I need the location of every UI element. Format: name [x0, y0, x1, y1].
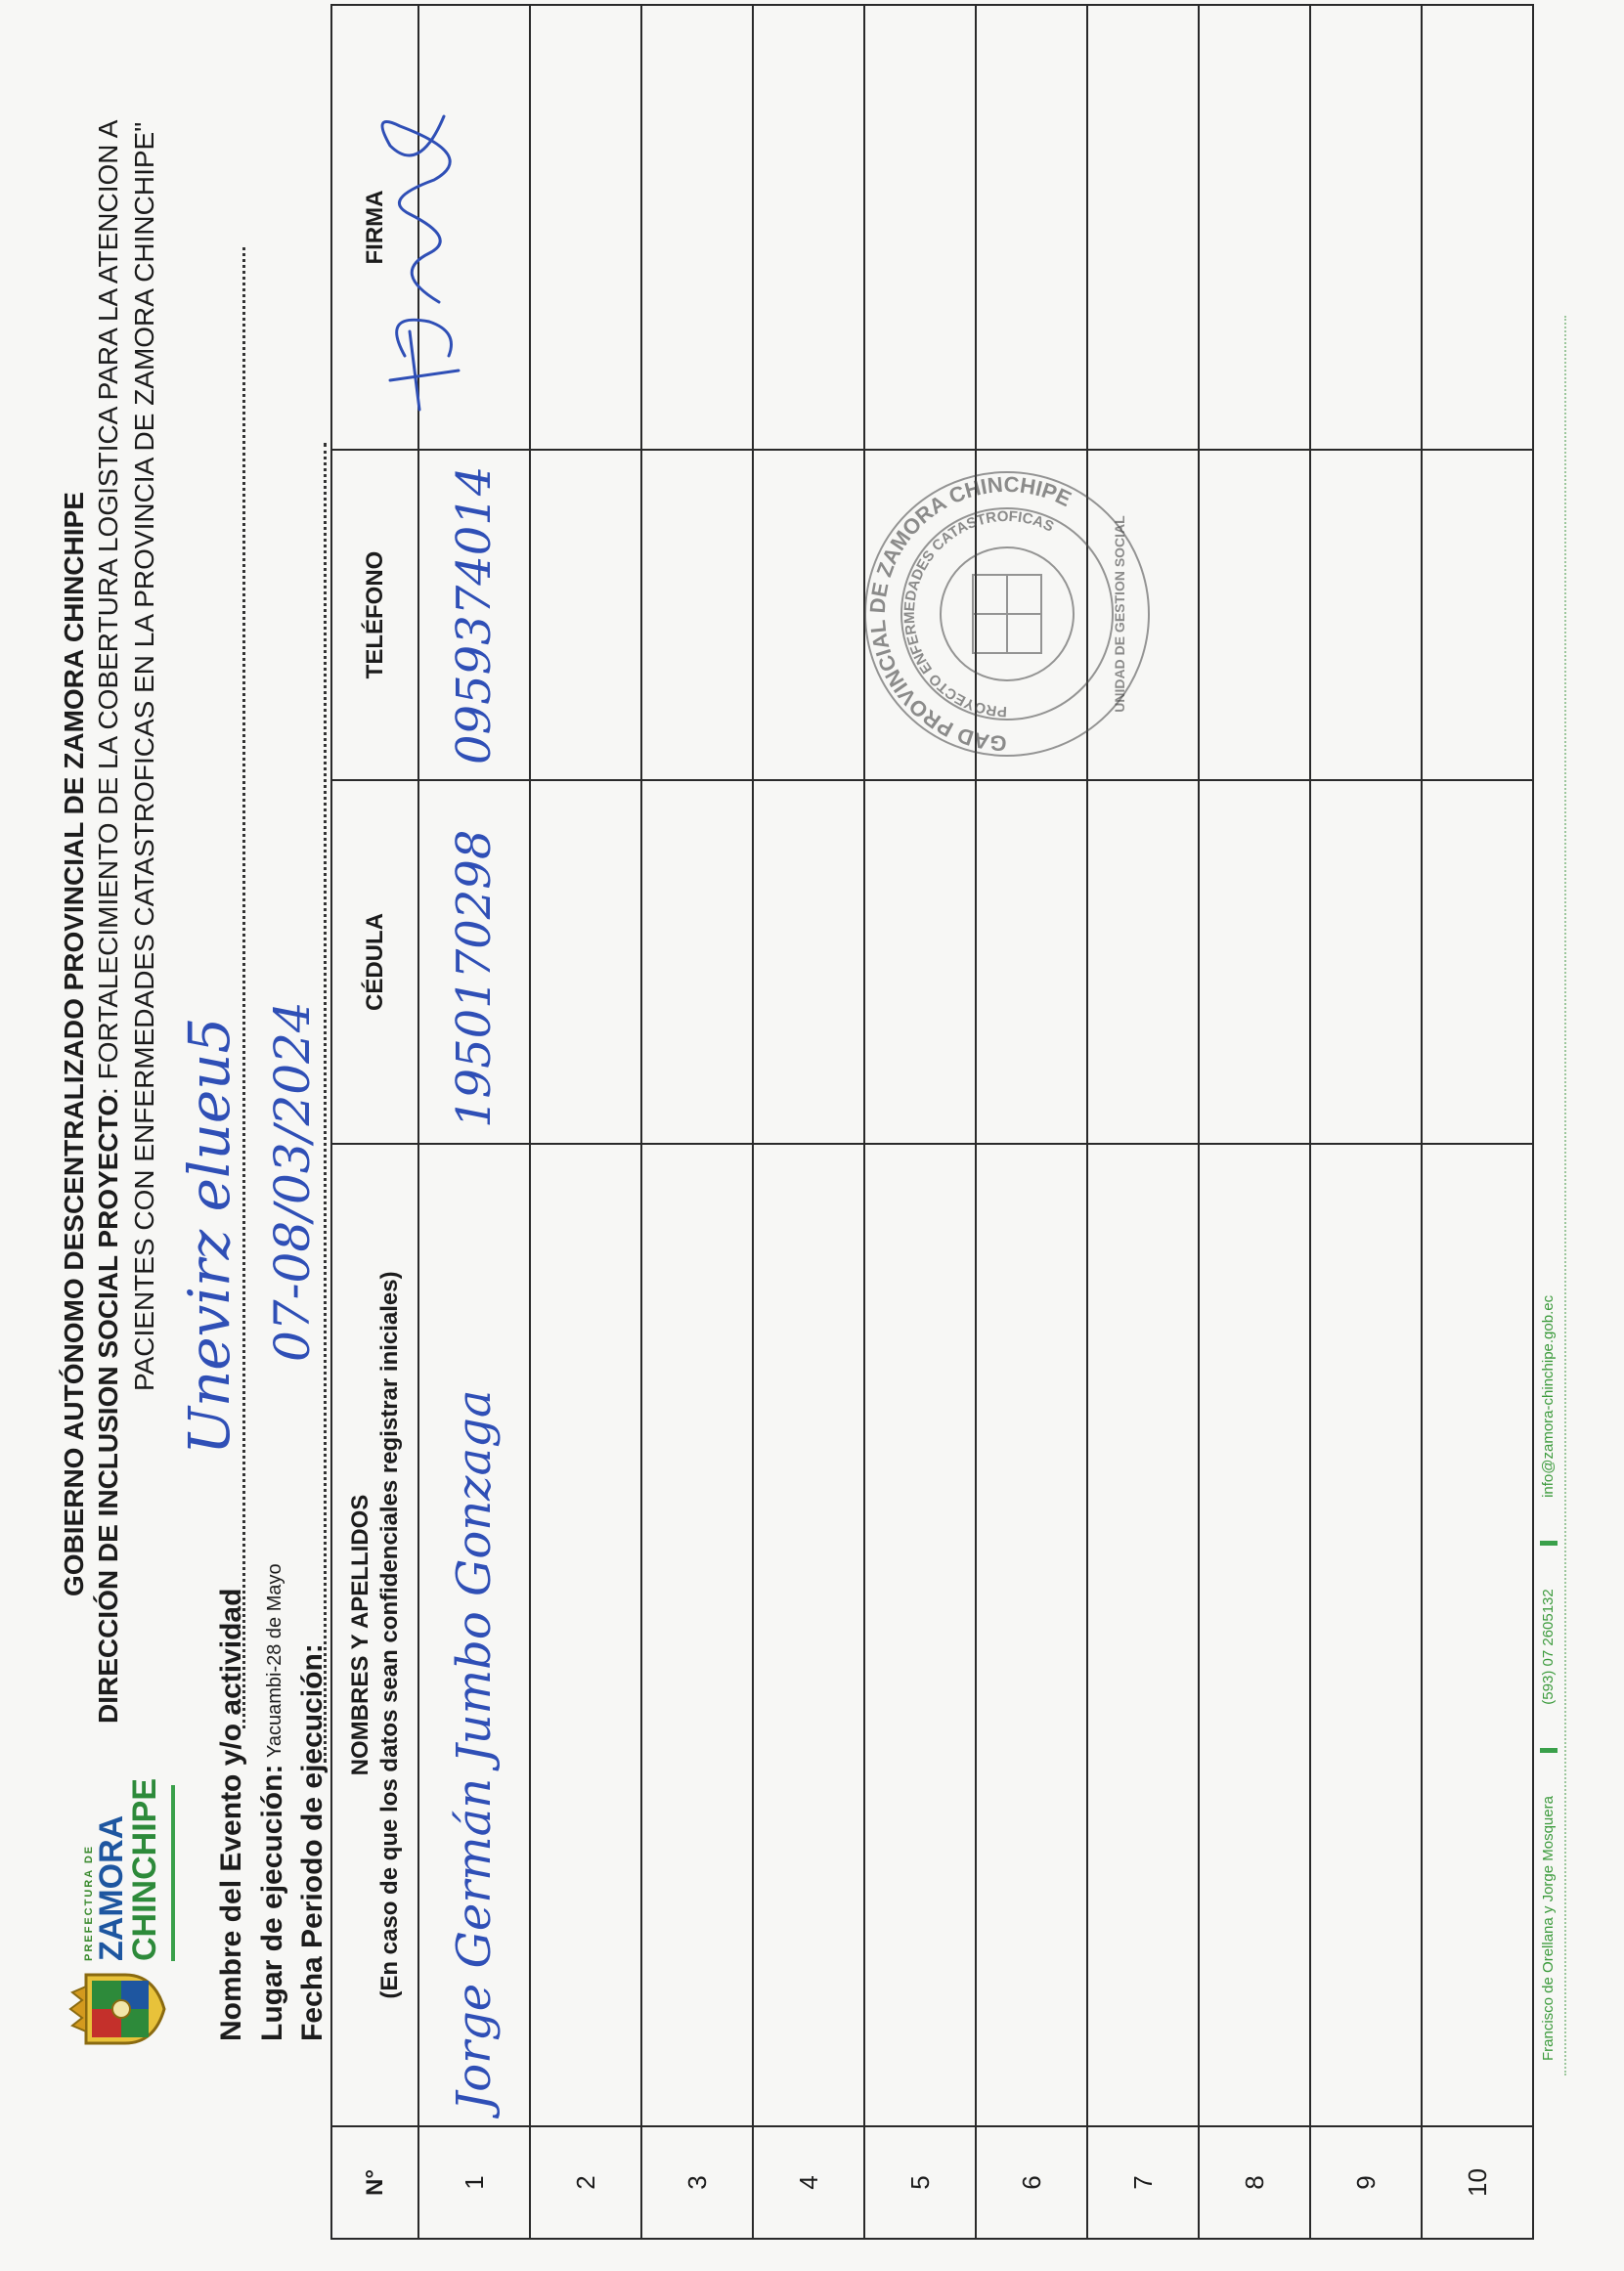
footer-email: info@zamora-chinchipe.gob.ec — [1540, 1294, 1557, 1498]
date-label: Fecha Periodo de ejecución: — [296, 1643, 329, 2041]
row-num: 7 — [1087, 2126, 1199, 2239]
row-signature-cell — [530, 5, 641, 450]
col-header-signature: FIRMA — [331, 5, 418, 450]
row-id-cell — [753, 780, 864, 1144]
row-id-cell — [530, 780, 641, 1144]
row-num: 9 — [1310, 2126, 1422, 2239]
table-row — [1199, 5, 1310, 2239]
col-header-name — [331, 1144, 418, 2126]
col-header-name-title: NOMBRES Y APELLIDOS — [346, 1494, 373, 1776]
event-dotted-line — [242, 247, 245, 1728]
row-phone-cell — [418, 450, 530, 780]
col-header-name-note: (En caso de que los datos sean confidenciales registrar iniciales) — [375, 1271, 403, 1999]
place-label: Lugar de ejecución: — [256, 1764, 288, 2041]
row-name-cell — [864, 1144, 976, 2126]
row-name-cell — [1310, 1144, 1422, 2126]
row-id-cell — [1422, 780, 1533, 1144]
row-name-cell — [1199, 1144, 1310, 2126]
col-header-num: N° — [331, 2126, 418, 2239]
row-phone-cell — [1199, 450, 1310, 780]
table-row — [641, 5, 753, 2239]
col-header-phone: TELÉFONO — [331, 450, 418, 780]
footer-separator — [1540, 1748, 1558, 1753]
date-value: 07-08/03/2024 — [264, 1001, 321, 1362]
table-row — [1087, 5, 1199, 2239]
row-signature-cell — [864, 5, 976, 450]
official-seal — [860, 467, 1154, 761]
table-row — [864, 5, 976, 2239]
row-num: 6 — [976, 2126, 1087, 2239]
row-id-cell — [976, 780, 1087, 1144]
prefectura-logo — [64, 1777, 171, 2051]
row-signature-cell — [753, 5, 864, 450]
table-row — [1422, 5, 1533, 2239]
row-phone-cell — [1310, 450, 1422, 780]
header-line-1: GOBIERNO AUTÓNOMO DESCENTRALIZADO PROVINCIAL DE ZAMORA CHINCHIPE — [59, 492, 89, 1596]
row-signature-cell — [641, 5, 753, 450]
row-id: 1950170298 — [447, 829, 502, 1128]
logo-name-1: ZAMORA — [93, 1814, 130, 1961]
row-phone-cell — [1422, 450, 1533, 780]
coat-of-arms-icon — [68, 1967, 166, 2051]
footer-phone: (593) 07 2605132 — [1540, 1589, 1557, 1705]
row-num: 10 — [1422, 2126, 1533, 2239]
table-row — [530, 5, 641, 2239]
table-row — [753, 5, 864, 2239]
event-value: Unevirz elueu5 — [176, 1017, 242, 1455]
row-id-cell — [1199, 780, 1310, 1144]
row-num: 4 — [753, 2126, 864, 2239]
row-num: 1 — [418, 2126, 530, 2239]
row-id-cell — [641, 780, 753, 1144]
footer-separator — [1540, 1541, 1558, 1546]
event-label: Nombre del Evento y/o actividad — [215, 1588, 247, 2041]
row-phone-cell — [641, 450, 753, 780]
row-name-cell — [753, 1144, 864, 2126]
row-signature-cell — [1310, 5, 1422, 450]
row-signature-cell — [1422, 5, 1533, 450]
row-id-cell — [864, 780, 976, 1144]
row-signature-cell — [1199, 5, 1310, 450]
logo-underline — [171, 1785, 175, 1961]
header-line-2-rest: : FORTALECIMIENTO DE LA COBERTURA LOGISTICA PARA LA ATENCION A — [93, 119, 123, 1095]
row-id-cell — [1310, 780, 1422, 1144]
row-name-cell — [1422, 1144, 1533, 2126]
row-num: 3 — [641, 2126, 753, 2239]
table-row — [976, 5, 1087, 2239]
row-num: 2 — [530, 2126, 641, 2239]
footer — [1540, 1295, 1558, 2061]
row-id-cell — [1087, 780, 1199, 1144]
table-row — [418, 5, 530, 2239]
header-line-3: PACIENTES CON ENFERMEDADES CATASTROFICAS EN LA PROVINCIA DE ZAMORA CHINCHIPE" — [129, 121, 159, 1391]
place-value: Yacuambi-28 de Mayo — [264, 1563, 285, 1758]
row-num: 8 — [1199, 2126, 1310, 2239]
col-header-id: CÉDULA — [331, 780, 418, 1144]
row-phone-cell — [753, 450, 864, 780]
seal-unit-text: UNIDAD DE GESTION SOCIAL — [1112, 515, 1127, 713]
handwritten-signature — [351, 77, 507, 449]
header-line-2 — [93, 120, 124, 1724]
footer-dotted-line — [1564, 316, 1566, 2075]
row-name-cell — [418, 1144, 530, 2126]
header-line-2-bold: DIRECCIÓN DE INCLUSION SOCIAL PROYECTO — [93, 1094, 123, 1724]
row-name-cell — [641, 1144, 753, 2126]
seal-inner-text: PROYECTO ENFERMEDADES CATASTROFICAS — [900, 507, 1057, 721]
row-signature-cell — [976, 5, 1087, 450]
table-row — [1310, 5, 1422, 2239]
row-signature-cell — [1087, 5, 1199, 450]
row-signature-cell — [418, 5, 530, 450]
row-name-cell — [1087, 1144, 1199, 2126]
row-name-cell — [976, 1144, 1087, 2126]
row-id-cell — [418, 780, 530, 1144]
logo-prefix: PREFECTURA DE — [83, 1844, 95, 1961]
logo-name-2: CHINCHIPE — [126, 1777, 163, 1961]
row-num: 5 — [864, 2126, 976, 2239]
row-phone-cell — [530, 450, 641, 780]
date-dotted-line — [324, 443, 327, 1763]
attendance-table — [330, 4, 1534, 2240]
footer-address: Francisco de Orellana y Jorge Mosquera — [1540, 1796, 1557, 2061]
row-name-cell — [530, 1144, 641, 2126]
row-name: Jorge Germán Jumbo Gonzaga — [447, 1389, 502, 2111]
row-phone: 0959374014 — [447, 465, 502, 764]
seal-outer-text: GAD PROVINCIAL DE ZAMORA CHINCHIPE — [864, 471, 1075, 757]
